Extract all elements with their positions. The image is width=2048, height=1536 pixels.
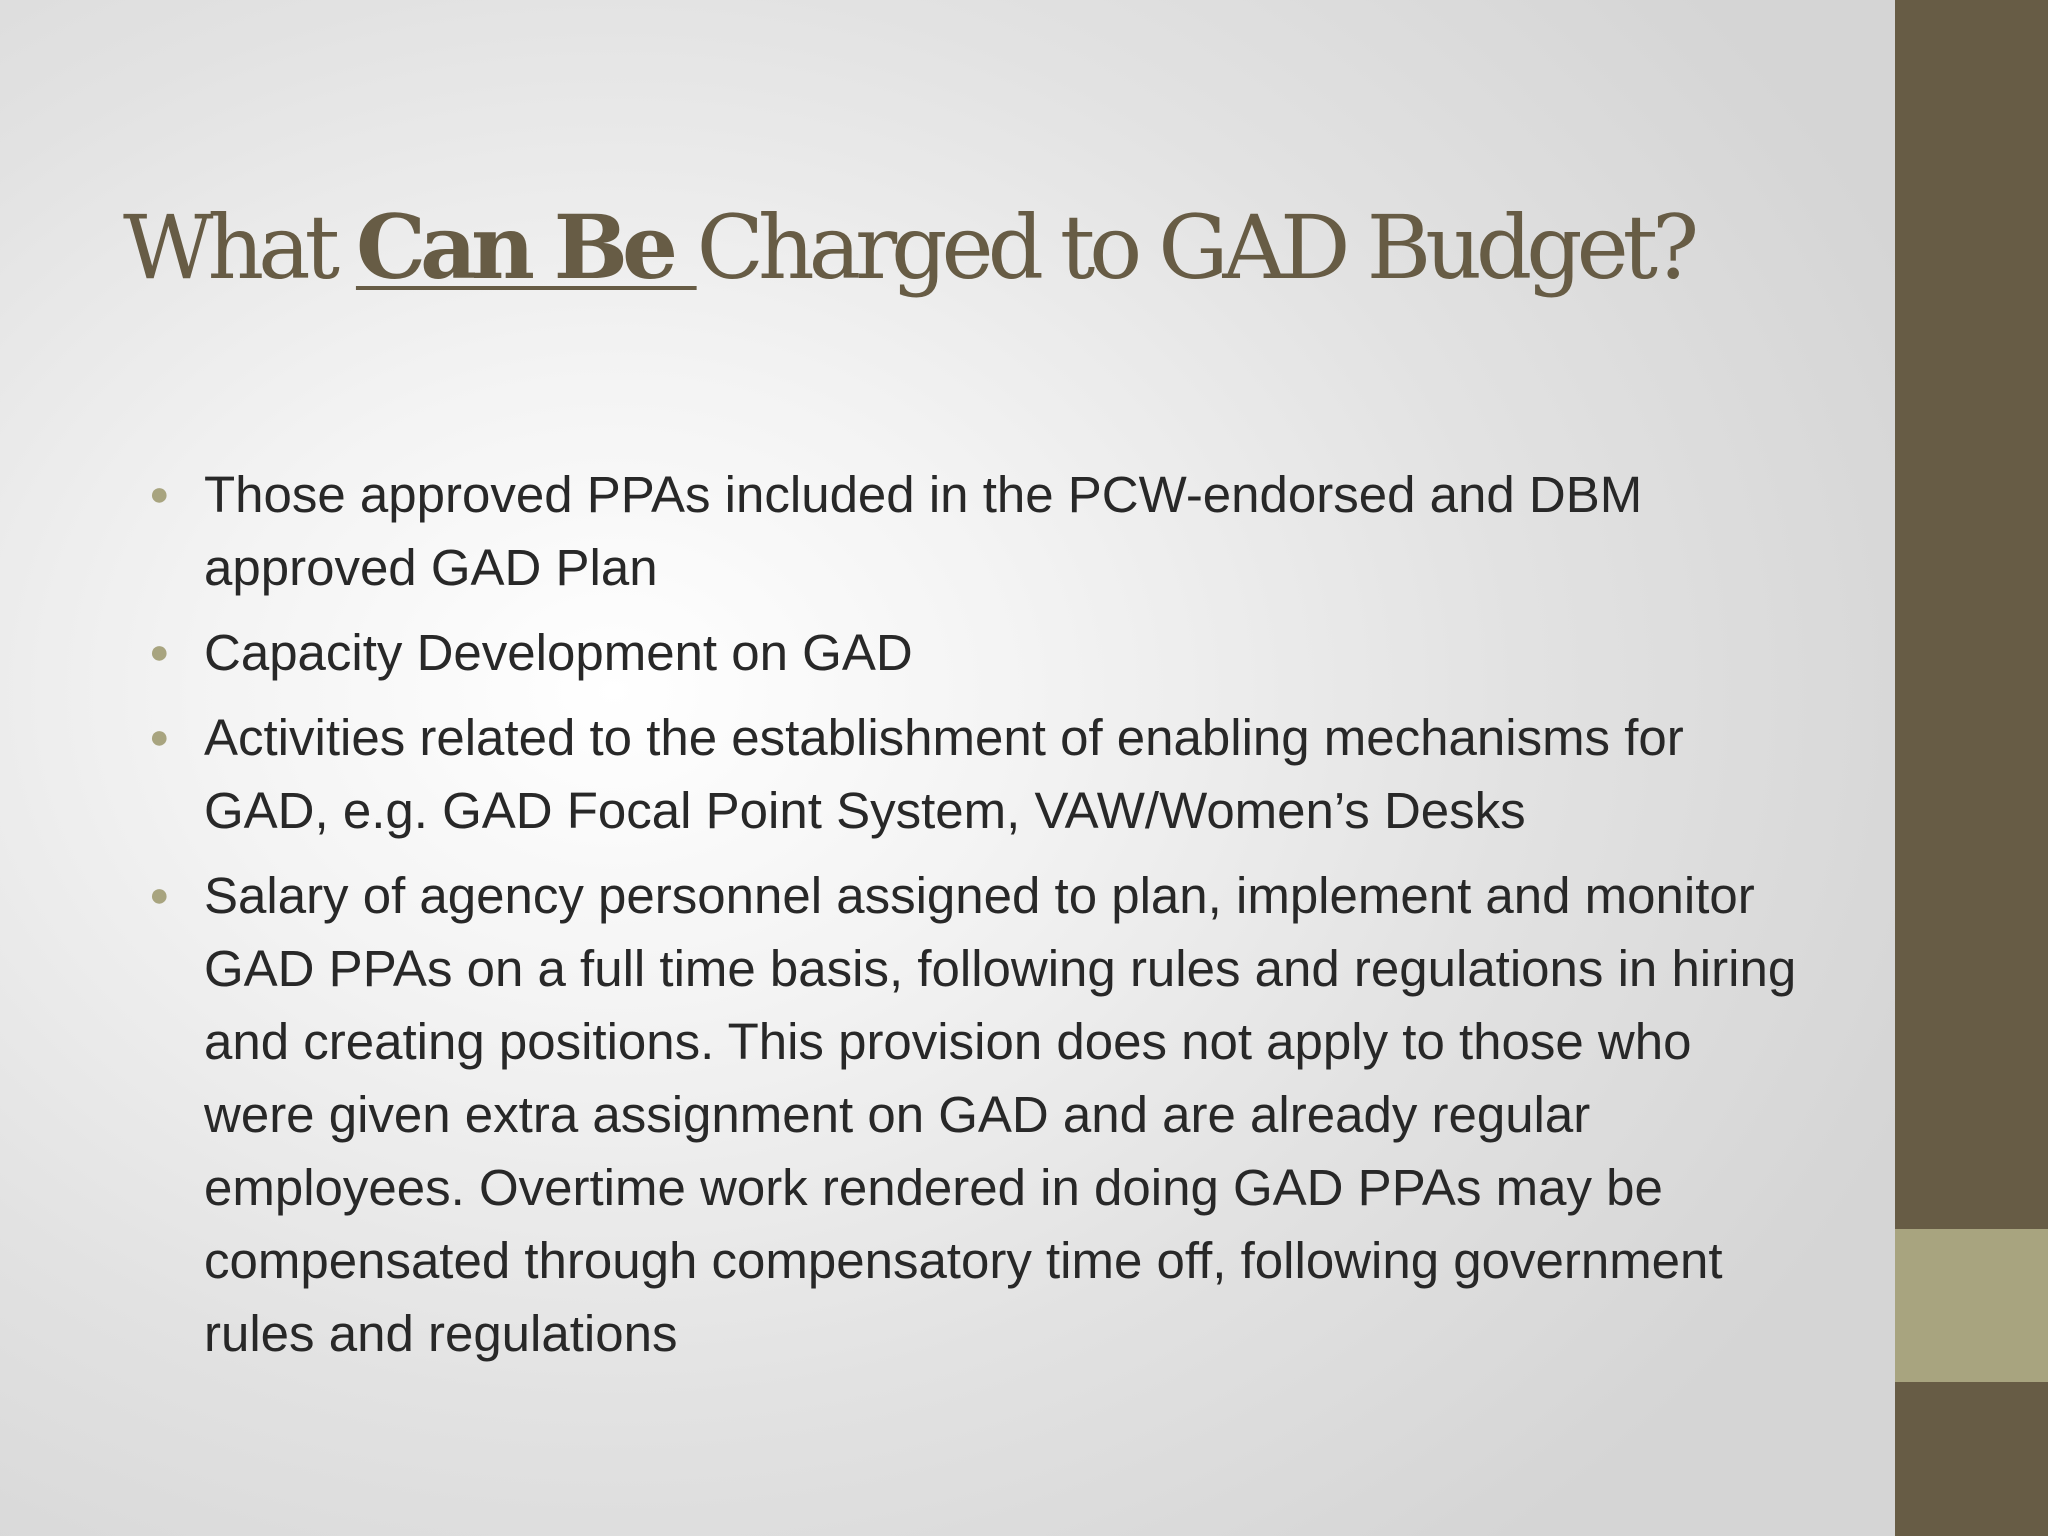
bullet-text: Capacity Development on GAD (204, 624, 913, 681)
bullet-dot-icon: ● (149, 718, 170, 756)
bullet-item (149, 701, 1804, 847)
title-emphasis: Can Be (355, 195, 697, 299)
bullet-list (149, 458, 1804, 1382)
bullet-text: Activities related to the establishment of enabling mechanisms for GAD, e.g. GAD Focal Point System, VAW/Women’s Desks (204, 709, 1684, 839)
slide-title (123, 195, 1693, 301)
bullet-dot-icon: ● (149, 633, 170, 671)
bullet-item (149, 458, 1804, 604)
bullet-item (149, 859, 1804, 1370)
bullet-text: Those approved PPAs included in the PCW-endorsed and DBM approved GAD Plan (204, 466, 1643, 596)
title-part-1: What (123, 196, 356, 299)
bullet-text: Salary of agency personnel assigned to plan, implement and monitor GAD PPAs on a full time basis, following rules and regulations in hiring and creating positions. This provision does not apply to those who were given extra assignment on GAD and are already regular employees. Overtime work rendered in doing GAD PPAs may be compensated through compensatory time off, following government rules and regulations (204, 867, 1797, 1362)
bullet-item (149, 616, 1804, 689)
title-part-2: Charged to GAD Budget? (696, 196, 1694, 299)
bullet-dot-icon: ● (149, 876, 170, 914)
side-bar-accent-decoration (1895, 1229, 2048, 1382)
bullet-dot-icon: ● (149, 475, 170, 513)
